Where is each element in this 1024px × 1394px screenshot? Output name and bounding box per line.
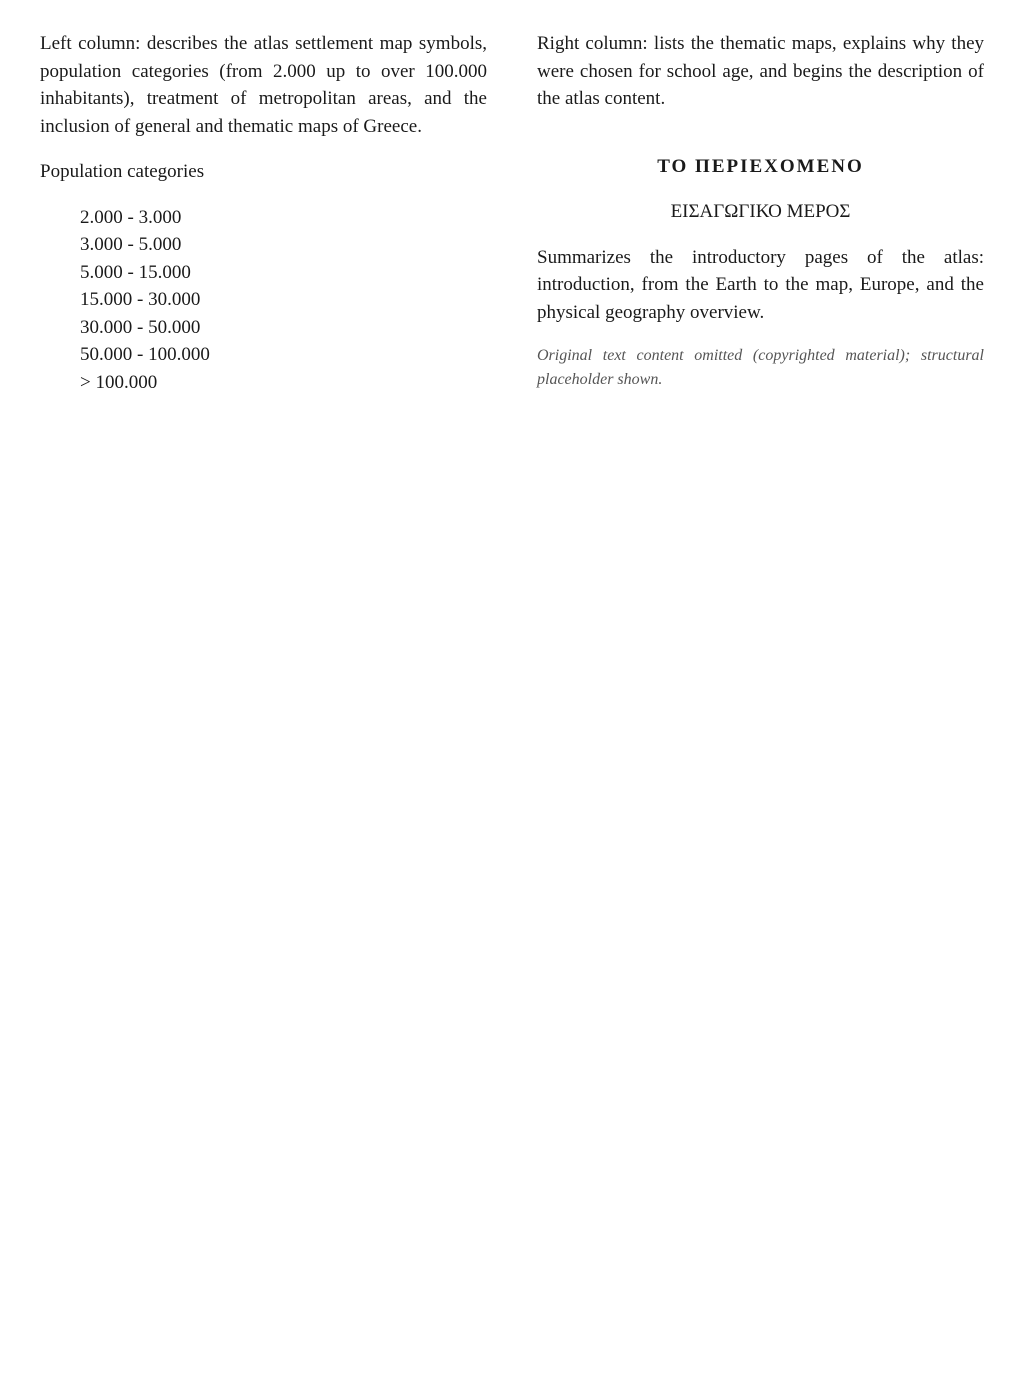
left-column — [40, 30, 487, 1364]
section-heading: ΤΟ ΠΕΡΙΕΧΟΜΕΝΟ — [657, 155, 864, 177]
categories-heading: Population categories — [40, 161, 205, 183]
category-list — [80, 204, 487, 397]
category-item: 30.000 - 50.000 — [80, 316, 201, 338]
category-item: 5.000 - 15.000 — [80, 261, 191, 283]
category-item: 3.000 - 5.000 — [80, 234, 182, 256]
right-summary: Right column: lists the thematic maps, explains why they were chosen for school age, and begins the description of the atlas content. — [537, 33, 984, 110]
category-item: 50.000 - 100.000 — [80, 344, 210, 366]
category-item: > 100.000 — [80, 372, 158, 394]
category-item: 15.000 - 30.000 — [80, 289, 201, 311]
content-summary: Summarizes the introductory pages of the atlas: introduction, from the Earth to the map, Europe, and the physical geography overview. — [537, 246, 984, 323]
subsection-heading: ΕΙΣΑΓΩΓΙΚΟ ΜΕΡΟΣ — [670, 201, 851, 223]
right-column — [537, 30, 984, 1364]
category-item: 2.000 - 3.000 — [80, 206, 182, 228]
left-summary: Left column: describes the atlas settlement map symbols, population categories (from 2.000 up to over 100.000 inhabitants), treatment of metropolitan areas, and the inclusion of general and thematic maps of Greece. — [40, 33, 487, 137]
copyright-note: Original text content omitted (copyrighted material); structural placeholder shown. — [537, 347, 984, 388]
